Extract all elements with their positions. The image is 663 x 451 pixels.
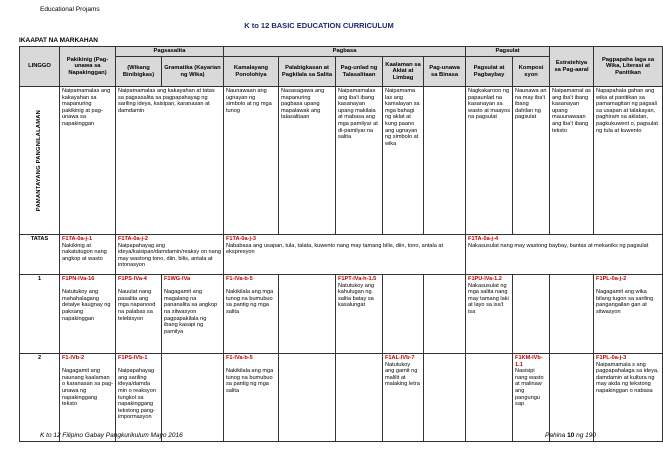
pamantayan-cell: Napapahala gahan ang wika at panitikan sa pamamagitan ng pagsali sa usapan at talakayan, paghiram sa aklatan, pagkukuwent o, pagsulat ng tula at kuwento xyxy=(594,87,663,235)
header-row-1 xyxy=(20,47,663,57)
competency-code: F1TA-0a-j-1 xyxy=(62,236,93,242)
competency-text: Nagagamit ang magalang na pananalita sa angkop na sitwasyon pagpapakilala ng ibang kasapi ng pamilya xyxy=(164,289,218,335)
tatas-cell xyxy=(224,235,466,275)
competency-text: Naipapahayag ang ideya/kaisipan/damdamin/reaksy on nang may wastong tono, diin, bilis, antala at intonasyon xyxy=(118,242,221,269)
week-cell xyxy=(336,354,383,442)
pamantayan-cell: Naipamamal as ang iba't ibang kasanayan upang mauunawaan ang iba't ibang teksto xyxy=(550,87,594,235)
competency-text: Nababasa ang usapan, tula, talata, kuwento nang may tamang bilis, diin, tono, antala at ekspresyon xyxy=(226,242,444,256)
pamantayan-cell: Naunawaan ang ugnayan ng simbolo at ng mga tunog xyxy=(224,87,279,235)
competency-code: F1TA-0a-j-2 xyxy=(118,236,149,242)
pamantayan-cell xyxy=(424,87,466,235)
week-cell xyxy=(224,275,279,354)
footer-page-number xyxy=(545,432,596,439)
curriculum-table xyxy=(19,46,663,442)
week-1-row xyxy=(20,275,663,354)
competency-text: Nakikinig at nakatutugon nang angkop at wasto xyxy=(62,242,107,262)
week-cell xyxy=(550,275,594,354)
col-kaalaman-aklat: Kaalaman sa Aklat at Limbag xyxy=(383,57,424,87)
col-group-pagsulat: Pagsulat xyxy=(466,47,550,57)
week-cell xyxy=(594,275,663,354)
tatas-cell xyxy=(116,235,224,275)
competency-code: F1-IVb-2 xyxy=(62,355,85,361)
week-cell xyxy=(550,354,594,442)
col-group-pagbasa: Pagbasa xyxy=(224,47,466,57)
pamantayan-cell: Naipamamalas ang iba't ibang kasanayan upang makilala at mabasa ang mga pamilyar at di-pamilyar na salita xyxy=(336,87,383,235)
competency-text: Nakasusulat ng mga salita nang may tamang laki at layo sa isa't isa xyxy=(468,282,509,315)
week-cell xyxy=(162,354,224,442)
competency-text: Naipapahayag ang sariling ideya/damda min o reaksyon tungkol sa napakinggang tekstong pang-impormasyon xyxy=(118,368,156,421)
tatas-cell xyxy=(60,235,116,275)
competency-code: F1TA-0a-j-3 xyxy=(226,236,257,242)
week-cell xyxy=(466,354,513,442)
week-cell xyxy=(60,275,116,354)
document-title: K to 12 BASIC EDUCATION CURRICULUM xyxy=(244,21,394,30)
col-wikang-binibigkas: (Wikang Binibigkas) xyxy=(116,57,162,87)
week-cell xyxy=(513,354,550,442)
competency-code: F1WG-IVa xyxy=(164,276,191,282)
competency-code: F1PN-IVa-16 xyxy=(62,276,95,282)
col-kamalayang-ponolohiya: Kamalayang Ponolohiya xyxy=(224,57,279,87)
competency-code: F1PS-IVa-4 xyxy=(118,276,147,282)
week-cell xyxy=(424,354,466,442)
week-cell xyxy=(279,354,336,442)
week-cell xyxy=(60,354,116,442)
competency-code: F1PU-IVa-1.2 xyxy=(468,276,502,282)
competency-code: F1AL-IVb-7 xyxy=(385,355,415,361)
col-talasalitaan: Pag-unlad ng Talasalitaan xyxy=(336,57,383,87)
tatas-cell xyxy=(466,235,663,275)
col-pagsulat: Pagsulat at Pagbaybay xyxy=(466,57,513,87)
competency-code: F1KM-IVb-1.1 xyxy=(515,355,543,368)
competency-code: F1TA-0a-j-4 xyxy=(468,236,499,242)
week-cell xyxy=(116,354,162,442)
col-lingguhan: LINGGO xyxy=(20,47,60,87)
quarter-label: IKAAPAT NA MARKAHAN xyxy=(19,37,98,44)
week-cell xyxy=(336,275,383,354)
week-cell xyxy=(116,275,162,354)
col-estratehiya: Estratehiya sa Pag-aaral xyxy=(550,47,594,87)
competency-text: Nakikilala ang mga tunog na bumubuo sa pantig ng mga salita xyxy=(226,289,274,315)
col-group-pagsasalita: Pagsasalita xyxy=(116,47,224,57)
competency-text: Natutukoy ang kahulugan ng salita batay sa kasalungat xyxy=(338,282,375,309)
pamantayan-side-label xyxy=(20,87,60,235)
week-cell xyxy=(162,275,224,354)
col-komposisyon: Komposi syon xyxy=(513,57,550,87)
col-gramatika: Gramatika (Kayarian ng Wika) xyxy=(162,57,224,87)
org-name: Educational Projams xyxy=(40,6,100,13)
week-cell xyxy=(279,275,336,354)
week-cell xyxy=(383,275,424,354)
week-number: 2 xyxy=(20,354,60,442)
col-pakikinig: Pakikinig (Pag-unawa sa Napakinggan) xyxy=(60,47,116,87)
tatas-side-label: TATAS xyxy=(20,235,60,275)
week-cell xyxy=(594,354,663,442)
col-palabigkasan: Palabigkasan at Pagkilala sa Salita xyxy=(279,57,336,87)
competency-code: F1-IVa-b-5 xyxy=(226,355,253,361)
pamantayan-label: PAMANTAYANG PANGNILALAMAN xyxy=(36,109,43,212)
pamantayan-cell: Nasasagawa ang mapanuring pagbasa upang mapalawak ang talasalitaan xyxy=(279,87,336,235)
competency-code: F1-IVa-b-5 xyxy=(226,276,253,282)
col-pag-unawa: Pag-unawa sa Binasa xyxy=(424,57,466,87)
competency-code: F1PS-IVb-1 xyxy=(118,355,148,361)
col-pagpapahalaga: Pagpapaha laga sa Wika, Literasi at Panitikan xyxy=(594,47,663,87)
competency-text: Nakasusulat nang may wastong baybay, bantas at mekaniks ng pagsulat xyxy=(468,242,649,249)
pamantayan-cell: Naipamamalas ang kakayahan sa mapanuring pakikinig at pag-unawa sa napakinggan xyxy=(60,87,116,235)
competency-code: F1PL-0a-j-2 xyxy=(596,276,627,282)
pamantayan-row xyxy=(20,87,663,235)
competency-text: Nakikilala ang mga tunog na bumubuo sa pantig ng mga salita xyxy=(226,368,274,394)
page-label: Pahina xyxy=(545,432,566,439)
competency-code: F1PT-IVa-h-1.5 xyxy=(338,276,377,282)
week-cell xyxy=(424,275,466,354)
pamantayan-cell: Naipamama las ang kamalayan sa mga bahagi ng aklat at kung paano ang ugnayan ng simbolo at wika xyxy=(383,87,424,235)
competency-text: Nauulat nang pasalita ang mga napanood na palabas sa telebisyon xyxy=(118,289,156,322)
competency-code: F1PL-0a-j-3 xyxy=(596,355,627,361)
competency-text: Nasisipi nang wasto at malinaw ang pangungu sap xyxy=(515,368,544,408)
tatas-row xyxy=(20,235,663,275)
page-current: 10 xyxy=(567,432,575,439)
page-total: ng 190 xyxy=(576,432,596,439)
week-cell xyxy=(466,275,513,354)
footer-document-name: K to 12 Filipino Gabay Pangkurikulum Mayo 2016 xyxy=(40,432,183,439)
pamantayan-cell: Naunawa an na may iba't ibang dahilan ng pagsulat xyxy=(513,87,550,235)
week-cell xyxy=(513,275,550,354)
competency-text: Nagagamit ang wika bilang tugon sa sariling pangangailan gan at sitwasyon xyxy=(596,289,654,315)
week-cell xyxy=(224,354,279,442)
competency-text: Natutukoy ang gamit ng malilit at malaking letra xyxy=(385,361,420,388)
week-2-row xyxy=(20,354,663,442)
week-cell xyxy=(383,354,424,442)
competency-text: Nagagamit ang naunang kaalaman o karanasan sa pag-unawa ng napakinggang teksto xyxy=(62,368,113,408)
competency-text: Naipamamala s ang pagpapahalaga sa ideya, damdamin at kultura ng may akda ng tekstong napakinggan o nabasa xyxy=(596,361,659,394)
week-number: 1 xyxy=(20,275,60,354)
pamantayan-cell: Naipamamalas ang kakayahan at tatas sa pagsasalita sa pagpapahayag ng sariling ideya, kaisipan, karanasan at damdamin xyxy=(116,87,224,235)
competency-text: Natutukoy ang mahahalagang detalye kaugnay ng paksang napakinggan xyxy=(62,289,111,322)
pamantayan-cell: Nagkakaroon ng papaunlad na kasanayan sa wasto at maayos na pagsulat xyxy=(466,87,513,235)
